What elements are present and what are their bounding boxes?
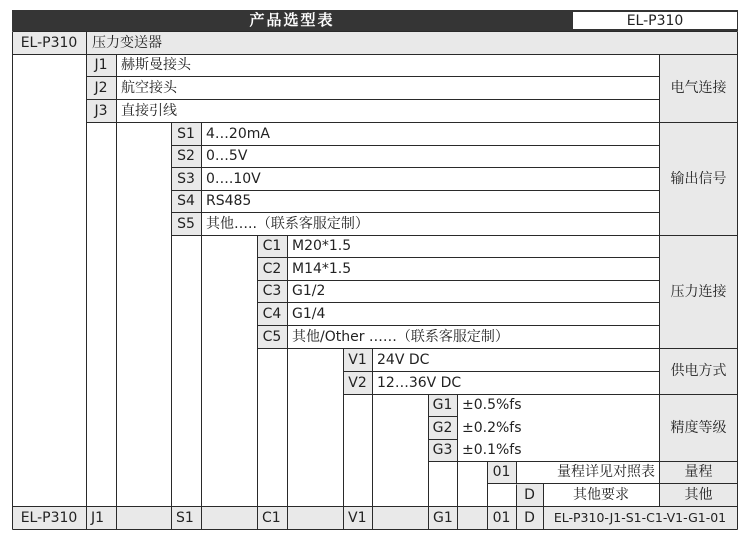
- output-desc: RS485: [206, 193, 252, 209]
- output-code: S2: [177, 148, 195, 164]
- accuracy-desc: ±0.2%fs: [462, 419, 522, 436]
- header-model-label: EL-P310: [572, 11, 738, 30]
- power-desc: 12…36V DC: [377, 374, 462, 391]
- output-code: S4: [177, 193, 195, 209]
- example-model: EL-P310: [20, 510, 78, 526]
- pressure-code: C1: [262, 238, 282, 254]
- example-v: V1: [348, 510, 367, 526]
- electrical-code: J1: [94, 57, 108, 73]
- example-j: J1: [91, 510, 105, 526]
- example-other: D: [524, 510, 535, 526]
- pressure-code: C3: [262, 283, 282, 299]
- electrical-desc: 直接引线: [121, 102, 177, 119]
- power-code: V1: [348, 351, 367, 368]
- pressure-desc: G1/2: [292, 283, 326, 299]
- power-code: V2: [348, 374, 367, 391]
- other-code: D: [524, 487, 535, 503]
- product-name: 压力变送器: [92, 35, 162, 51]
- electrical-desc: 赫斯曼接头: [121, 57, 191, 73]
- accuracy-code: G2: [432, 419, 453, 436]
- category-power: 供电方式: [670, 363, 727, 379]
- category-other: 其他: [684, 487, 713, 503]
- output-desc: 0….10V: [206, 170, 261, 187]
- accuracy-code: G1: [432, 397, 453, 413]
- accuracy-desc: ±0.5%fs: [462, 397, 522, 413]
- range-code: 01: [492, 464, 511, 480]
- electrical-code: J2: [94, 80, 108, 96]
- accuracy-code: G3: [432, 442, 453, 458]
- example-c: C1: [262, 510, 281, 526]
- pressure-desc: G1/4: [292, 305, 326, 322]
- category-output: 输出信号: [670, 170, 727, 187]
- pressure-desc: 其他/Other ……（联系客服定制）: [292, 328, 509, 345]
- output-code: S1: [177, 125, 195, 142]
- category-range: 量程: [684, 464, 713, 480]
- output-desc: 0…5V: [206, 148, 248, 164]
- pressure-code: C2: [262, 260, 282, 277]
- pressure-desc: M14*1.5: [292, 260, 352, 277]
- product-model: EL-P310: [20, 35, 78, 51]
- example-g: G1: [433, 510, 453, 526]
- category-electrical: 电气连接: [670, 80, 727, 96]
- category-pressure: 压力连接: [670, 283, 727, 300]
- example-full-model: EL-P310-J1-S1-C1-V1-G1-01: [553, 509, 727, 525]
- example-range: 01: [492, 510, 511, 526]
- output-code: S5: [177, 215, 195, 232]
- category-accuracy: 精度等级: [670, 419, 727, 436]
- range-desc: 量程详见对照表: [557, 464, 655, 480]
- power-desc: 24V DC: [377, 351, 430, 368]
- accuracy-desc: ±0.1%fs: [462, 442, 522, 458]
- output-desc: 4…20mA: [206, 125, 270, 142]
- output-code: S3: [177, 170, 195, 187]
- electrical-desc: 航空接头: [121, 80, 177, 96]
- table-title: 产品选型表: [249, 11, 335, 29]
- pressure-code: C5: [262, 328, 282, 345]
- output-desc: 其他…..（联系客服定制）: [206, 215, 369, 232]
- other-desc: 其他要求: [573, 487, 629, 503]
- pressure-desc: M20*1.5: [292, 238, 352, 254]
- electrical-code: J3: [94, 102, 108, 119]
- example-s: S1: [176, 510, 194, 526]
- pressure-code: C4: [262, 305, 282, 322]
